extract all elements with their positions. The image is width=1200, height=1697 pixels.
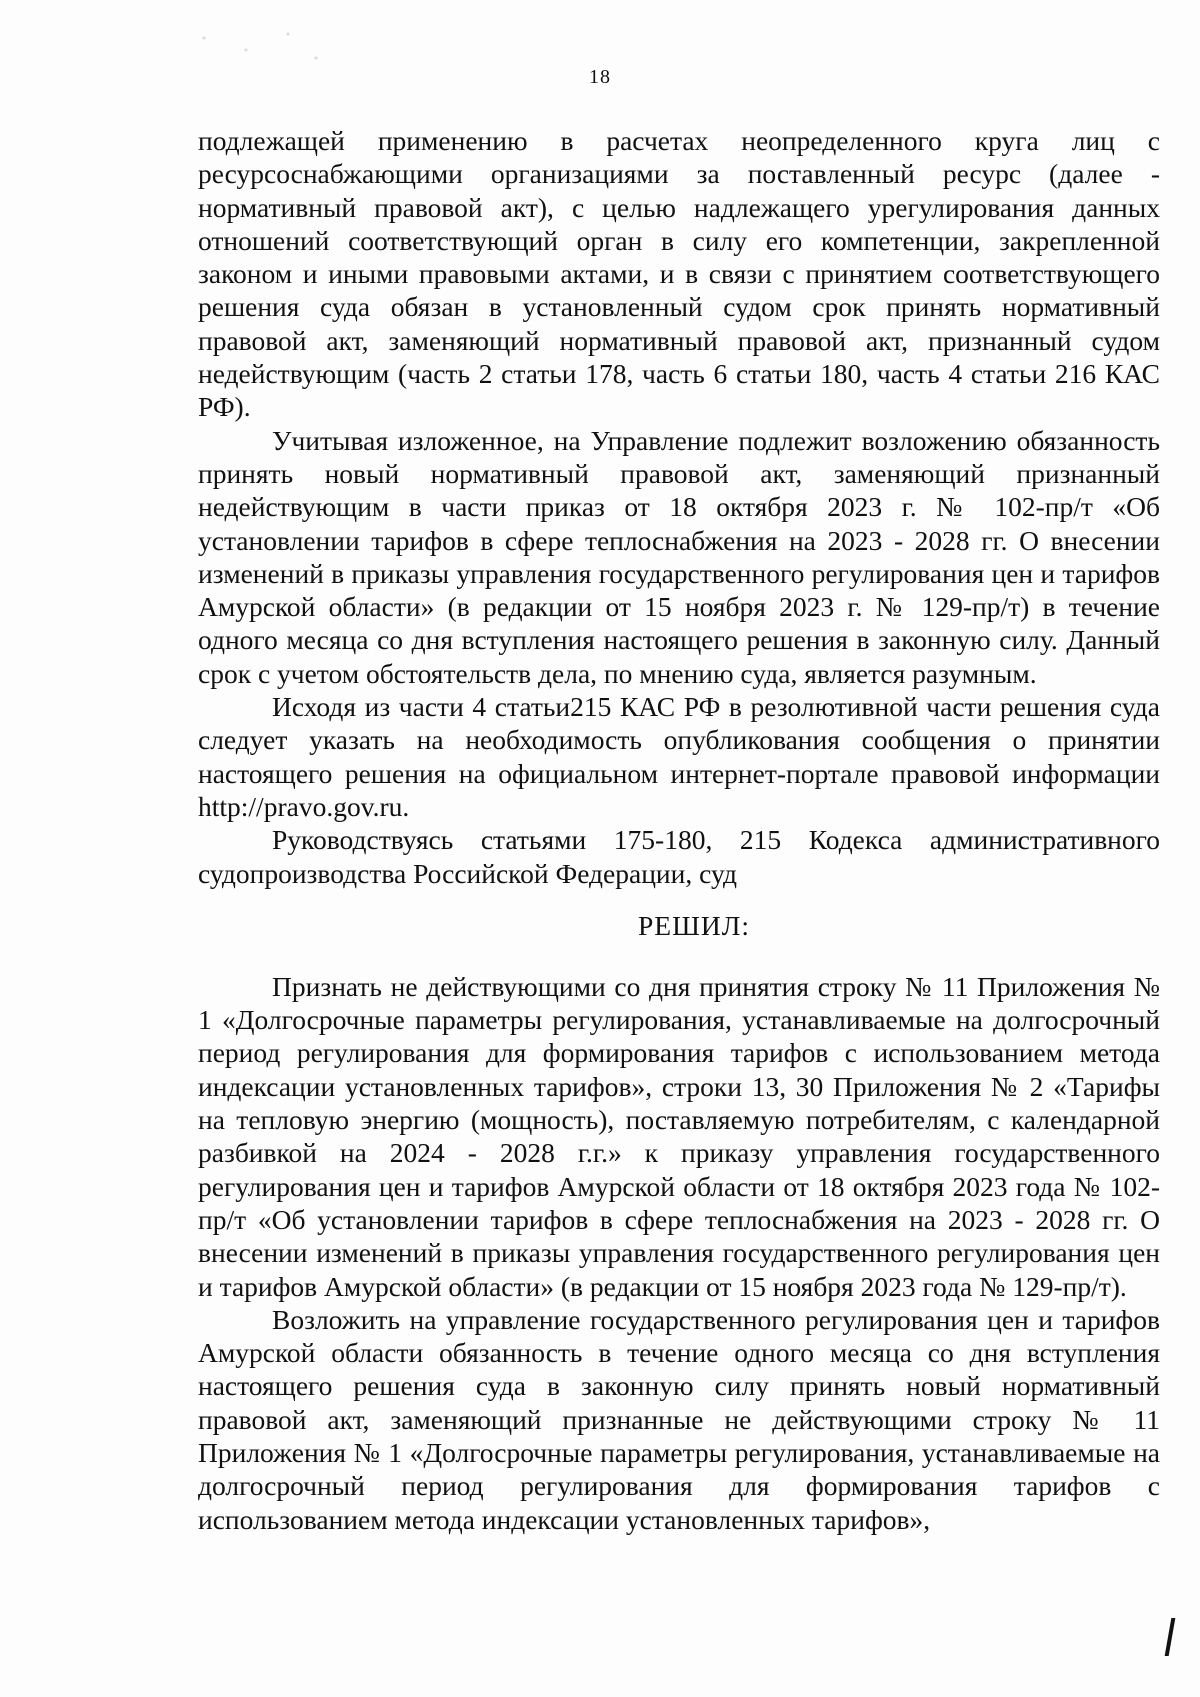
scan-speckle xyxy=(190,26,330,66)
paragraph-guided-by: Руководствуясь статьями 175-180, 215 Кодекса административного судопроизводства Российской Федерации, суд xyxy=(198,824,1160,889)
document-body xyxy=(198,124,1160,1536)
paragraph-continuation: подлежащей применению в расчетах неопределенного круга лиц с ресурсоснабжающими организациями за поставленный ресурс (далее - нормативный правовой акт), с целью надлежащего урегулирования данных отношений соответствующий орган в силу его компетенции, закрепленной законом и иными правовыми актами, и в связи с принятием соответствующего решения суда обязан в установленный судом срок принять нормативный правовой акт, заменяющий нормативный правовой акт, признанный судом недействующим (часть 2 статьи 178, часть 6 статьи 180, часть 4 статьи 216 КАС РФ). xyxy=(198,125,1160,423)
paragraph-publication: Исходя из части 4 статьи215 КАС РФ в резолютивной части решения суда следует указать на необходимость опубликования сообщения о принятии настоящего решения на официальном интернет-портале правовой информации http://pravo.gov.ru. xyxy=(198,691,1160,822)
page-number: 18 xyxy=(589,66,611,88)
scan-margin-mark xyxy=(1165,1618,1176,1656)
verdict-heading: РЕШИЛ: xyxy=(638,909,750,941)
paragraph-obligation: Учитывая изложенное, на Управление подлежит возложению обязанность принять новый нормативный правовой акт, заменяющий признанный недействующим в части приказ от 18 октября 2023 г. № 102-пр/т «Об установлении тарифов в сфере теплоснабжения на 2023 - 2028 гг. О внесении изменений в приказы управления государственного регулирования цен и тарифов Амурской области» (в редакции от 15 ноября 2023 г. № 129-пр/т) в течение одного месяца со дня вступления настоящего решения в законную силу. Данный срок с учетом обстоятельств дела, по мнению суда, является разумным. xyxy=(198,424,1160,689)
verdict-paragraph-obligation: Возложить на управление государственного регулирования цен и тарифов Амурской области обязанность в течение одного месяца со дня вступления настоящего решения суда в законную силу принять новый нормативный правовой акт, заменяющий признанные не действующими строку № 11 Приложения № 1 «Долгосрочные параметры регулирования, устанавливаемые на долгосрочный период регулирования для формирования тарифов с использованием метода индексации установленных тарифов», xyxy=(198,1303,1160,1535)
verdict-paragraph-invalidate: Признать не действующими со дня принятия строку № 11 Приложения № 1 «Долгосрочные параметры регулирования, устанавливаемые на долгосрочный период регулирования для формирования тарифов с использованием метода индексации установленных тарифов», строки 13, 30 Приложения № 2 «Тарифы на тепловую энергию (мощность), поставляемую потребителям, с календарной разбивкой на 2024 - 2028 г.г.» к приказу управления государственного регулирования цен и тарифов Амурской области от 18 октября 2023 года № 102-пр/т «Об установлении тарифов в сфере теплоснабжения на 2023 - 2028 гг. О внесении изменений в приказы управления государственного регулирования цен и тарифов Амурской области» (в редакции от 15 ноября 2023 года № 129-пр/т). xyxy=(198,970,1160,1302)
